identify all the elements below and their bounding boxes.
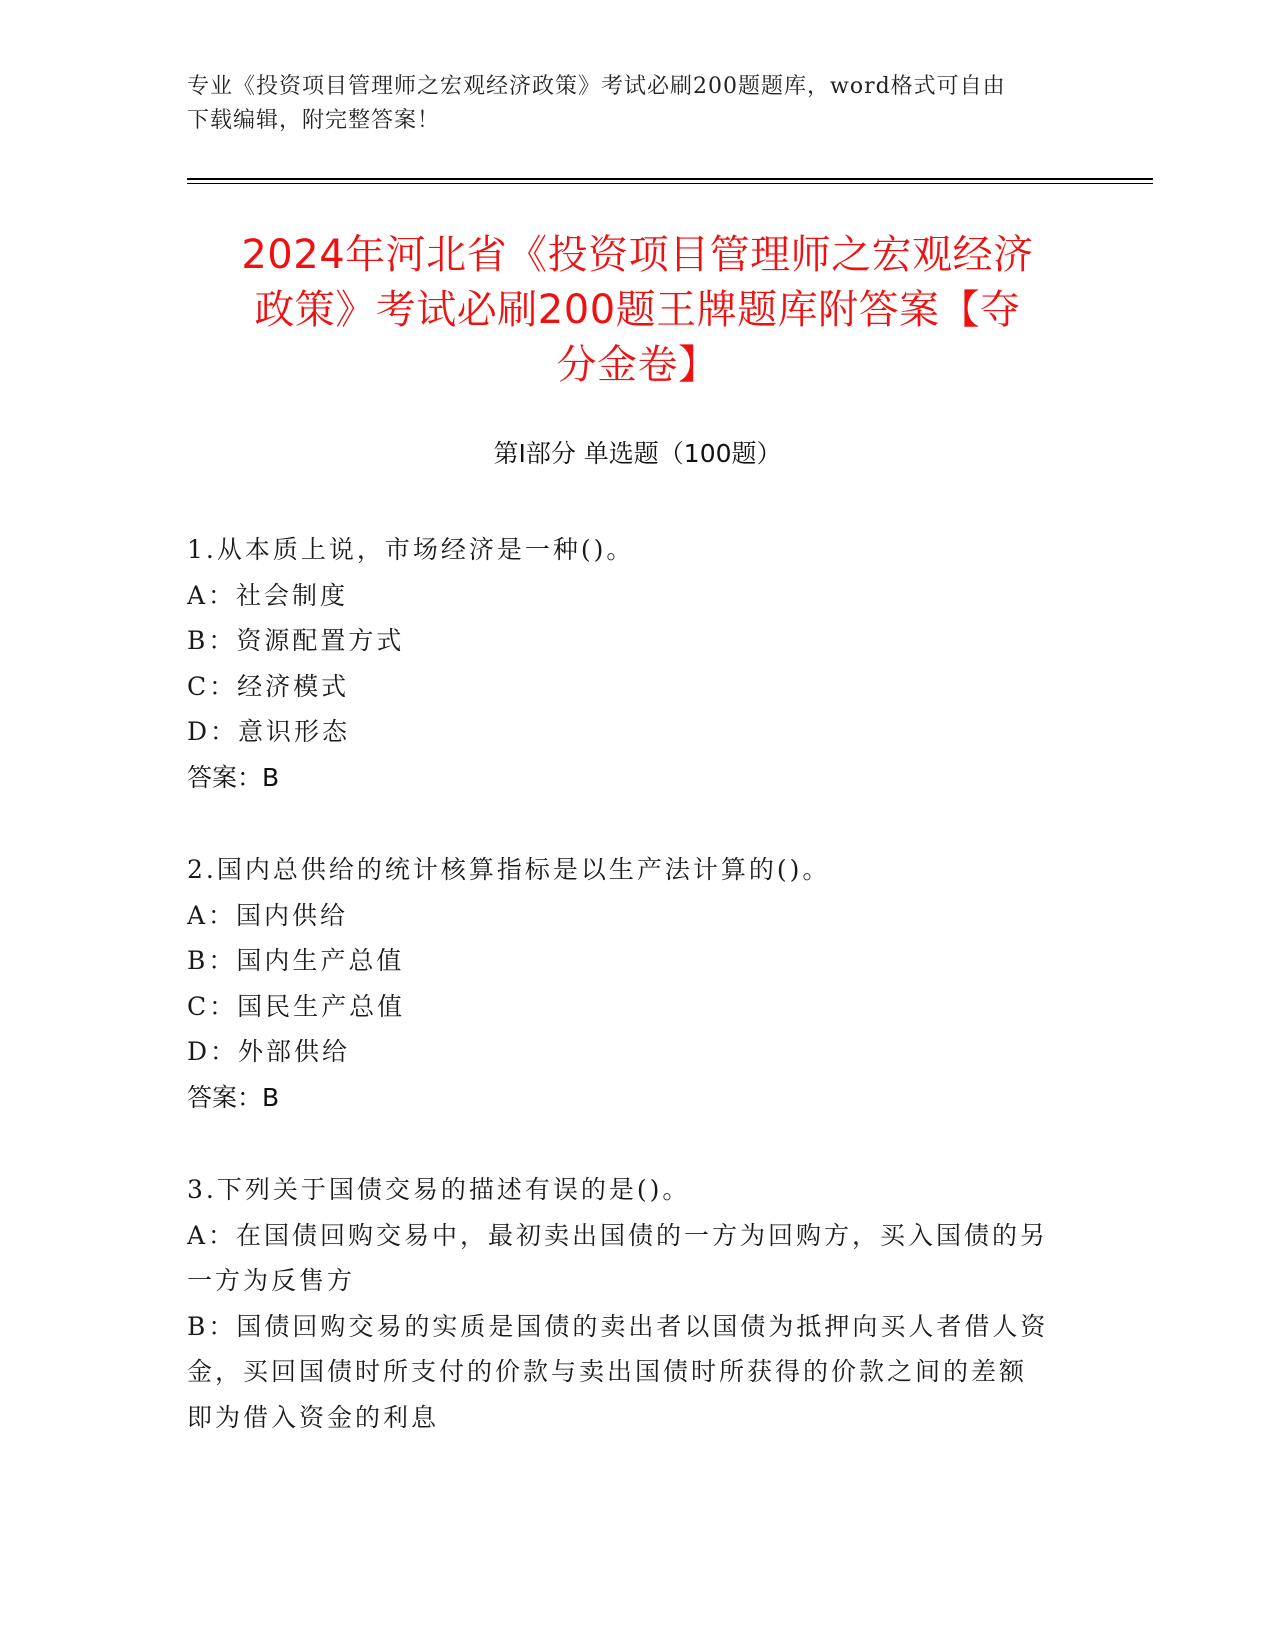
option-a-continued: 一方为反售方: [187, 1266, 356, 1295]
option-c: C：经济模式: [187, 671, 350, 701]
title-line-3: 分金卷】: [556, 342, 719, 388]
question-list: [187, 527, 1067, 1487]
header-line-2: 下载编辑，附完整答案！: [187, 108, 441, 133]
option-c: C：国民生产总值: [187, 991, 406, 1021]
answer: 答案：B: [187, 762, 280, 792]
section-heading: 第I部分 单选题（100题）: [493, 439, 782, 468]
document-title: [150, 228, 1125, 393]
header-divider-thin: [187, 183, 1153, 184]
option-a: A：国内供给: [187, 900, 349, 930]
question-2: [187, 847, 1067, 1120]
question-1: [187, 527, 1067, 800]
option-b: B：国债回购交易的实质是国债的卖出者以国债为抵押向买人者借人资: [187, 1311, 1049, 1341]
option-b-continued: 金，买回国债时所支付的价款与卖出国债时所获得的价款之间的差额: [187, 1357, 1028, 1386]
option-a: A：在国债回购交易中，最初卖出国债的一方为回购方，买入国债的另: [187, 1220, 1049, 1250]
question-stem: 1.从本质上说，市场经济是一种()。: [187, 535, 635, 564]
option-d: D：外部供给: [187, 1037, 351, 1066]
title-line-2: 政策》考试必刷200题王牌题库附答案【夺: [254, 287, 1021, 333]
option-b: B：资源配置方式: [187, 626, 405, 655]
header-line-1: 专业《投资项目管理师之宏观经济政策》考试必刷200题题库，word格式可自由: [187, 74, 1006, 99]
option-b-continued: 即为借入资金的利息: [187, 1402, 440, 1432]
option-d: D：意识形态: [187, 717, 351, 746]
question-stem: 3.下列关于国债交易的描述有误的是()。: [187, 1175, 691, 1204]
answer: 答案：B: [187, 1082, 280, 1112]
document-header: [187, 70, 1087, 138]
header-divider-thick: [187, 178, 1153, 180]
option-a: A：社会制度: [187, 580, 349, 610]
question-3: [187, 1167, 1067, 1440]
option-b: B：国内生产总值: [187, 946, 405, 975]
title-line-1: 2024年河北省《投资项目管理师之宏观经济: [241, 232, 1034, 278]
question-stem: 2.国内总供给的统计核算指标是以生产法计算的()。: [187, 855, 831, 884]
